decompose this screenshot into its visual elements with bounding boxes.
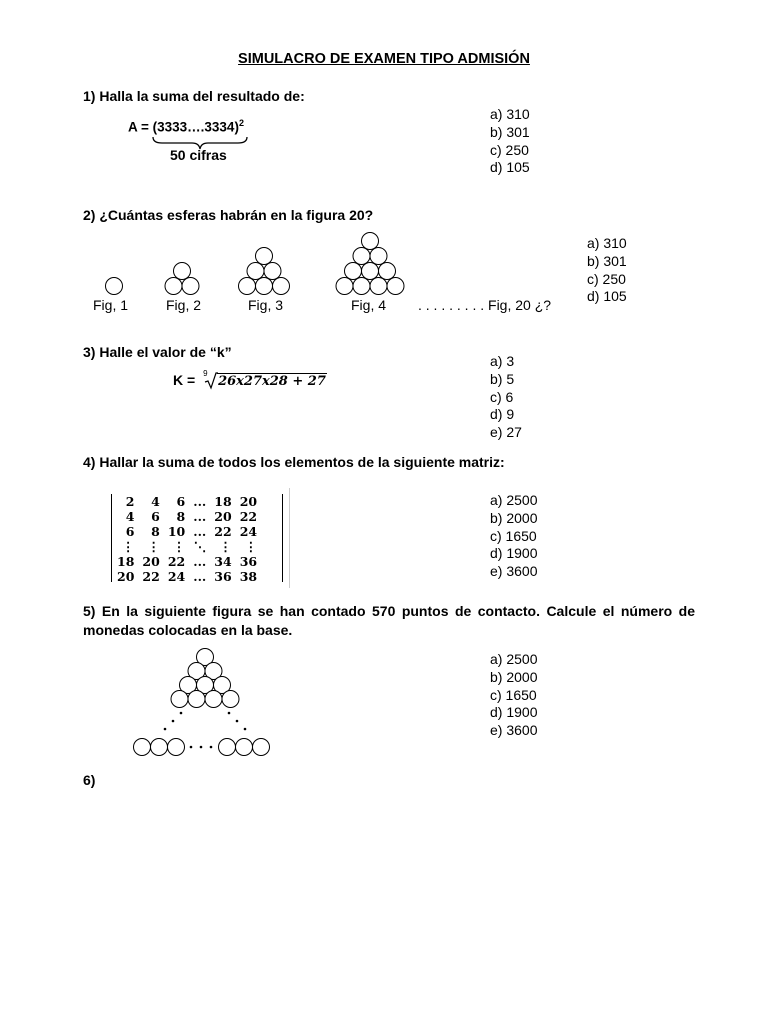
sphere: [106, 278, 123, 295]
ellipsis-dot: [236, 720, 239, 723]
matrix-cell: 38: [239, 569, 258, 584]
sphere: [239, 278, 256, 295]
question-3-text: 3) Halle el valor de “k”: [83, 344, 232, 360]
matrix-cell: 20: [117, 569, 135, 584]
matrix-cell: 8: [151, 524, 160, 539]
matrix-cell: ⋮: [121, 539, 135, 554]
sphere: [336, 278, 353, 295]
ellipsis-dot: [164, 728, 167, 731]
ellipsis-dot: [180, 712, 183, 715]
coin: [168, 739, 185, 756]
coin: [188, 691, 205, 708]
sphere: [165, 278, 182, 295]
sphere: [379, 263, 396, 280]
matrix-cell: ...: [193, 509, 207, 524]
formula-prefix: K =: [173, 372, 196, 388]
coin-triangle-figure: [125, 645, 285, 763]
matrix-row: [113, 569, 261, 584]
matrix-cell: 22: [167, 554, 186, 569]
sphere: [264, 263, 281, 280]
matrix-cell: ...: [193, 494, 207, 509]
nth-root: [203, 369, 327, 389]
sphere: [362, 263, 379, 280]
radicand: 26x27x28 + 27: [218, 374, 326, 389]
matrix-row: [113, 554, 261, 569]
matrix-cell: ...: [193, 554, 207, 569]
radical-sign-icon: [204, 372, 218, 390]
question-2-options: [587, 235, 627, 306]
question-5-options: [490, 651, 537, 740]
coin: [219, 739, 236, 756]
sphere: [182, 278, 199, 295]
coin: [236, 739, 253, 756]
option-d: d) 1900: [490, 545, 538, 562]
option-a: a) 310: [587, 235, 627, 251]
sphere: [273, 278, 290, 295]
ellipsis-dot: [190, 746, 193, 749]
matrix-cell: 22: [142, 569, 160, 584]
sphere: [174, 263, 191, 280]
option-d: d) 1900: [490, 704, 538, 721]
ellipsis-dot: [210, 746, 213, 749]
matrix-cell: ⋮: [244, 539, 258, 554]
question-3-options: [490, 353, 522, 442]
matrix-cell: 6: [151, 509, 160, 524]
matrix-scan-line: [289, 488, 290, 588]
ellipsis-dot: [244, 728, 247, 731]
sphere: [353, 248, 370, 265]
matrix-cell: 22: [214, 524, 232, 539]
question-2-text: 2) ¿Cuántas esferas habrán en la figura 20?: [83, 207, 374, 223]
matrix-cell: 6: [125, 524, 135, 539]
matrix-cell: 36: [239, 554, 258, 569]
matrix-row: [113, 524, 261, 539]
question-4-text: 4) Hallar la suma de todos los elementos de la siguiente matriz:: [83, 454, 505, 470]
matrix-cell: 34: [214, 554, 232, 569]
sphere: [370, 278, 387, 295]
option-b: b) 5: [490, 370, 515, 387]
brace-label: 50 cifras: [170, 147, 227, 163]
exam-title: SIMULACRO DE EXAMEN TIPO ADMISIÓN: [238, 51, 530, 67]
question-1-options: [490, 106, 530, 177]
option-c: c) 6: [490, 388, 514, 405]
coin: [134, 739, 151, 756]
fig-4-label: Fig, 4: [351, 297, 387, 313]
matrix-cell: 20: [142, 554, 160, 569]
matrix-row: [113, 539, 261, 554]
coin: [222, 691, 239, 708]
matrix-cell: 36: [214, 569, 232, 584]
option-c: c) 250: [490, 141, 529, 158]
coin: [171, 691, 188, 708]
option-d: d) 105: [490, 159, 530, 176]
formula-base: A = (3333….3334): [128, 119, 239, 135]
matrix-cell: ...: [193, 569, 207, 584]
sphere: [387, 278, 404, 295]
matrix-cell: 10: [167, 524, 186, 539]
option-e: e) 3600: [490, 563, 538, 580]
fig-2-label: Fig, 2: [166, 297, 202, 313]
matrix-row: [113, 494, 261, 509]
option-b: b) 301: [587, 252, 627, 269]
matrix-cell: 24: [167, 569, 186, 584]
fig-1-label: Fig, 1: [93, 297, 129, 313]
matrix-cell: 18: [117, 554, 135, 569]
option-c: c) 1650: [490, 686, 537, 703]
coin: [205, 691, 222, 708]
option-e: e) 3600: [490, 722, 538, 739]
option-c: c) 1650: [490, 527, 537, 544]
matrix-table: [113, 494, 261, 584]
coin: [253, 739, 270, 756]
matrix-cell: 18: [214, 494, 232, 509]
sphere: [370, 248, 387, 265]
matrix-cell: ⋱: [193, 539, 207, 554]
sphere: [362, 233, 379, 250]
question-6-text: 6): [83, 772, 96, 788]
option-e: e) 27: [490, 424, 522, 441]
question-4-options: [490, 492, 537, 581]
matrix-cell: ⋮: [147, 539, 160, 554]
matrix-cell: ...: [193, 524, 207, 539]
formula-exponent: 2: [238, 118, 244, 128]
sphere: [256, 248, 273, 265]
sphere-figures: [90, 228, 420, 300]
matrix-cell: 22: [239, 509, 258, 524]
option-a: a) 310: [490, 106, 530, 122]
sphere: [247, 263, 264, 280]
root-index: 9: [203, 369, 208, 378]
question-1-formula: [128, 118, 244, 135]
fig-3-label: Fig, 3: [248, 297, 284, 313]
matrix-cell: ⋮: [172, 539, 186, 554]
sphere: [353, 278, 370, 295]
matrix-cell: 20: [239, 494, 258, 509]
matrix-cell: 8: [176, 509, 186, 524]
ellipsis-dot: [172, 720, 175, 723]
option-b: b) 301: [490, 123, 530, 140]
matrix-row: [113, 509, 261, 524]
option-b: b) 2000: [490, 668, 538, 685]
matrix-bracket-right: [279, 494, 283, 582]
fig-20-label: . . . . . . . . . Fig, 20 ¿?: [418, 297, 552, 313]
matrix-cell: 4: [151, 494, 160, 509]
option-a: a) 2500: [490, 492, 538, 508]
option-a: a) 3: [490, 353, 515, 369]
question-1-text: 1) Halla la suma del resultado de:: [83, 88, 305, 104]
matrix-cell: ⋮: [219, 539, 232, 554]
ellipsis-dot: [200, 746, 203, 749]
matrix-cell: 20: [214, 509, 232, 524]
matrix-cell: 4: [125, 509, 135, 524]
option-c: c) 250: [587, 270, 626, 287]
question-5-text: 5) En la siguiente figura se han contado 570 puntos de contacto. Calcule el número de monedas colocadas en la base.: [83, 603, 695, 638]
question-3-formula: [173, 369, 327, 389]
matrix-cell: 6: [176, 494, 186, 509]
coin: [151, 739, 168, 756]
sphere: [256, 278, 273, 295]
option-d: d) 105: [587, 288, 627, 305]
matrix-cell: 2: [125, 494, 135, 509]
sphere: [345, 263, 362, 280]
option-b: b) 2000: [490, 509, 538, 526]
option-a: a) 2500: [490, 651, 538, 667]
option-d: d) 9: [490, 406, 515, 423]
matrix-cell: 24: [239, 524, 258, 539]
ellipsis-dot: [228, 712, 231, 715]
